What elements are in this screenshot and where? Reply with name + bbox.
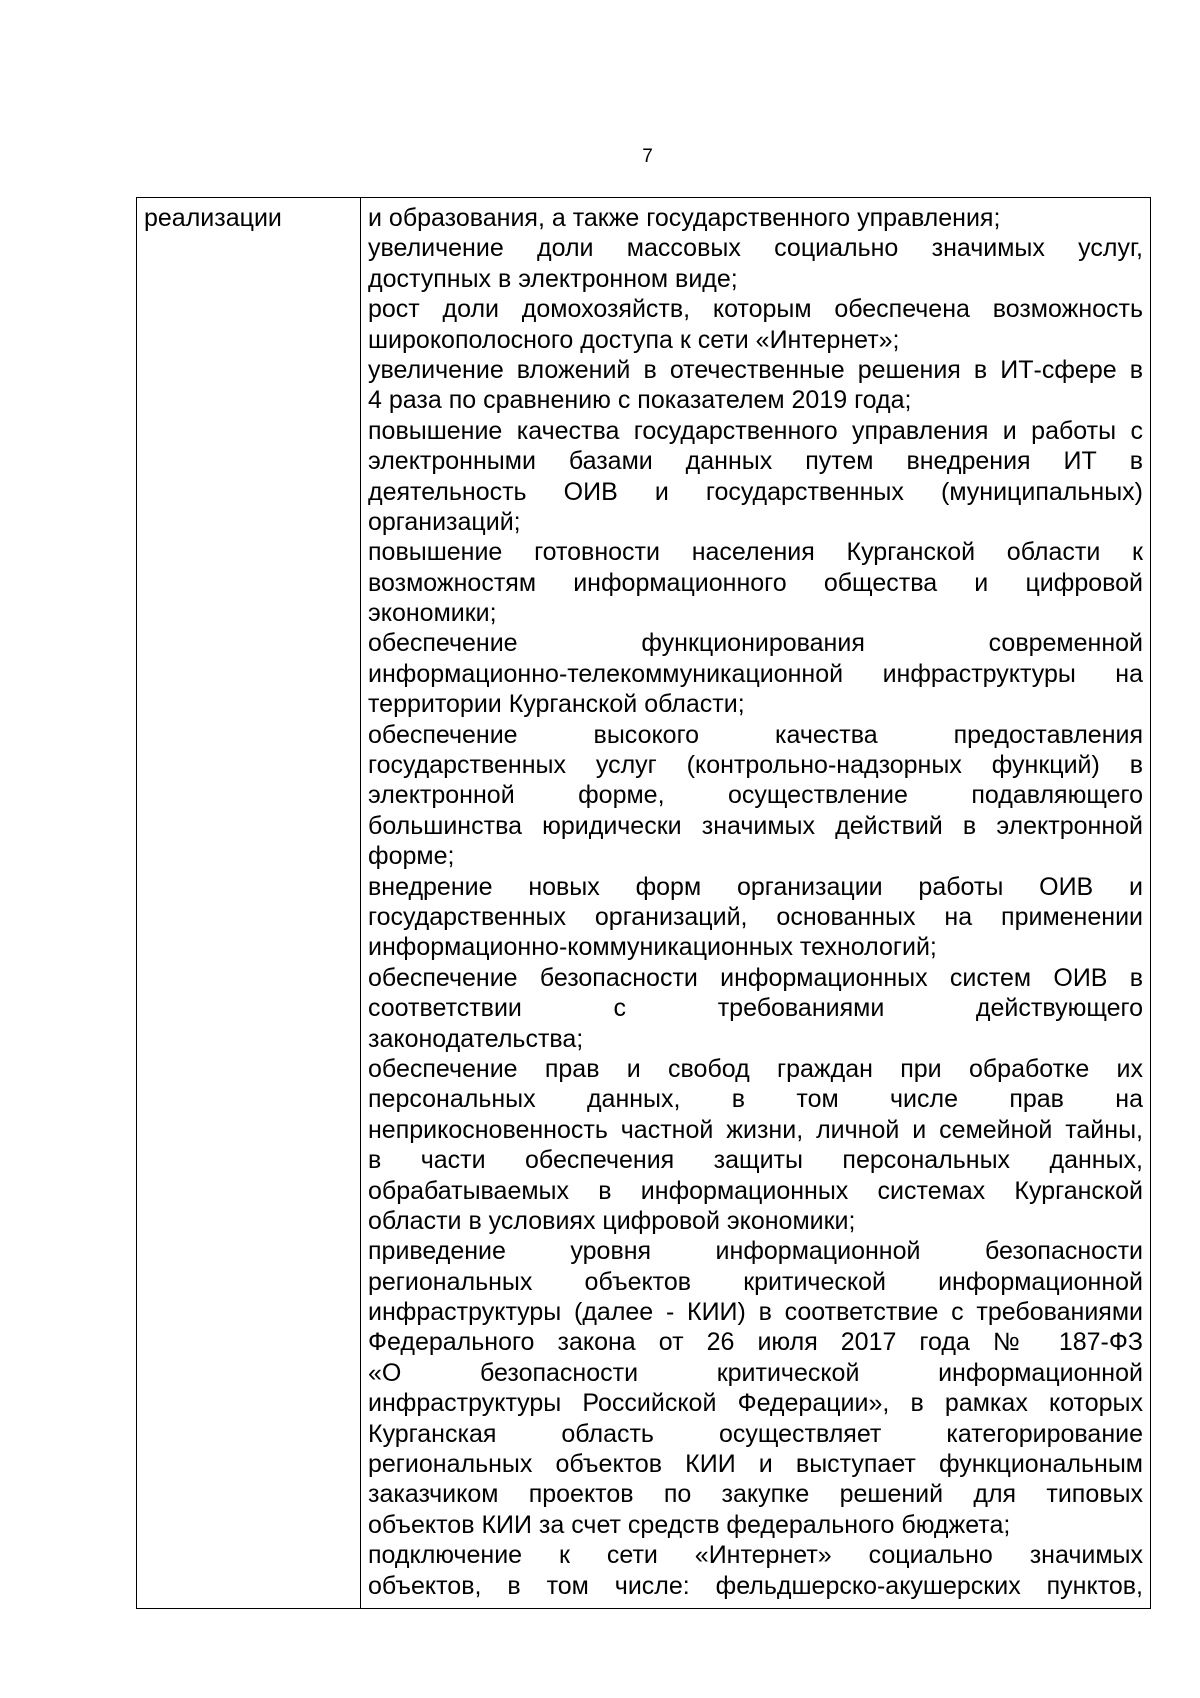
content-line: электронными базами данных путем внедрения ИТ в [368,447,1143,476]
content-line: обеспечение функционирования современной [368,629,1143,658]
content-line: и образования, а также государственного управления; [368,204,1001,232]
content-line: повышение качества государственного управления и работы с [368,416,1143,445]
content-line: соответствии с требованиями действующего [368,994,1143,1023]
content-line: информационно-коммуникационных технологий; [368,933,937,962]
page-number: 7 [642,146,653,167]
content-line: обеспечение прав и свобод граждан при обработке их [368,1054,1143,1083]
content-cell [361,198,1151,1609]
content-line: региональных объектов критической информационной [368,1267,1143,1296]
content-line: государственных организаций, основанных на применении [368,902,1143,931]
content-line: территории Курганской области; [368,690,745,719]
content-line: государственных услуг (контрольно-надзорных функций) в [368,751,1143,780]
content-line: электронной форме, осуществление подавляющего [368,781,1143,810]
content-line: обеспечение высокого качества предоставления [368,720,1143,749]
content-line: обеспечение безопасности информационных систем ОИВ в [368,963,1143,992]
content-line: области в условиях цифровой экономики; [368,1206,856,1235]
content-line: организаций; [368,507,521,536]
content-line: внедрение новых форм организации работы ОИВ и [368,872,1143,901]
content-line: персональных данных, в том числе прав на [368,1085,1143,1114]
content-line: региональных объектов КИИ и выступает функциональным [368,1450,1143,1479]
content-line: широкополосного доступа к сети «Интернет»; [368,325,900,354]
content-line: объектов, в том числе: фельдшерско-акушерских пунктов, [368,1571,1143,1600]
content-line: Курганская область осуществляет категорирование [368,1419,1143,1448]
content-line: доступных в электронном виде; [368,264,738,293]
content-line: рост доли домохозяйств, которым обеспечена возможность [368,295,1143,324]
content-line: «О безопасности критической информационной [368,1358,1143,1387]
content-line: подключение к сети «Интернет» социально значимых [368,1541,1143,1570]
content-line: экономики; [368,599,497,628]
content-line: форме; [368,842,455,871]
content-line: повышение готовности населения Курганской области к [368,538,1143,567]
content-line: приведение уровня информационной безопасности [368,1237,1143,1266]
content-line: информационно-телекоммуникационной инфраструктуры на [368,659,1143,688]
content-line: заказчиком проектов по закупке решений для типовых [368,1480,1143,1509]
label-cell: реализации [137,198,361,1609]
content-line: большинства юридически значимых действий в электронной [368,811,1143,840]
content-line: увеличение доли массовых социально значимых услуг, [368,234,1143,263]
content-line: инфраструктуры Российской Федерации», в рамках которых [368,1389,1143,1418]
content-line: деятельность ОИВ и государственных (муниципальных) [368,477,1143,506]
content-line: Федерального закона от 26 июля 2017 года № 187-ФЗ [368,1328,1143,1357]
content-line: 4 раза по сравнению с показателем 2019 года; [368,386,912,415]
content-line: законодательства; [368,1024,584,1053]
content-line: увеличение вложений в отечественные решения в ИТ-сфере в [368,355,1143,384]
content-line: объектов КИИ за счет средств федерального бюджета; [368,1510,1011,1539]
table-row [137,198,1151,1609]
content-line: возможностям информационного общества и цифровой [368,568,1143,597]
content-line: инфраструктуры (далее - КИИ) в соответствие с требованиями [368,1298,1143,1327]
content-line: в части обеспечения защиты персональных данных, [368,1146,1143,1175]
content-line: обрабатываемых в информационных системах Курганской [368,1176,1143,1205]
content-line: неприкосновенность частной жизни, личной и семейной тайны, [368,1115,1143,1144]
document-table [136,197,1151,1609]
